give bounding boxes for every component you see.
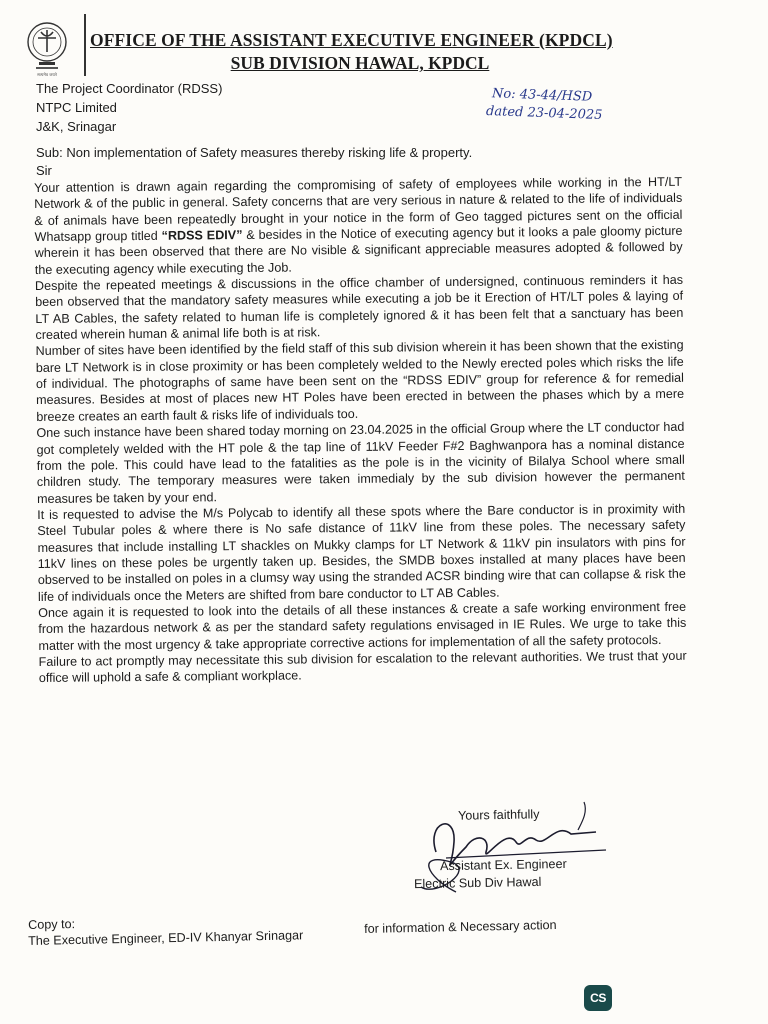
salutation: Sir — [36, 163, 52, 178]
copy-to-recipient: The Executive Engineer, ED-IV Khanyar Srinagar — [28, 928, 304, 948]
body-paragraph-1-part-a: Your attention is drawn again regarding the compromising of safety of employees while working in the HT/LT Network & of the public in general. Safety concerns that are very serious in nature & related to the life of individuals & of animals have been repeatedly brought in your notice in the form of Geo tagged pictures sent on the official Whatsapp group titled — [34, 174, 683, 245]
camscanner-badge-icon: CS — [584, 985, 612, 1011]
subject-line: Sub: Non implementation of Safety measures thereby risking life & property. — [36, 145, 473, 160]
letterhead-title: OFFICE OF THE ASSISTANT EXECUTIVE ENGINEER (KPDCL) — [90, 30, 613, 50]
body-paragraph-6: Once again it is requested to look into the details of all these instances & create a safe working environment free from the hazardous network & as per the standard safety regulations envisaged in IE Rules. We urge to take this matter with the most urgency & take appropriate corrective actions for implementation of all the safety protocols. — [38, 599, 687, 653]
body-paragraph-2: Despite the repeated meetings & discussions in the office chamber of undersigned, continuous reminders it has been observed that the mandatory safety measures while executing a job be it Erection of HT/LT poles & laying of LT AB Cables, the safety related to human life is completely ignored & it has been felt that a sanctuary has been created wherein human & animal life both is at risk. — [34, 272, 684, 343]
letterhead-rule — [84, 14, 86, 76]
signatory-designation: Assistant Ex. Engineer — [439, 856, 567, 874]
body-paragraph-7: Failure to act promptly may necessitate this sub division for escalation to the relevant authorities. We trust that your office will uphold a safe & compliant workplace. — [38, 648, 687, 686]
letter-body — [34, 174, 687, 687]
body-paragraph-3: Number of sites have been identified by the field staff of this sub division wherein it has been shown that the existing bare LT Network is in close proximity or has been completely welded to the Newly erected poles which risks the life of individual. The photographs of same have been sent on the “RDSS EDIV” group for reference & for remedial measures. Besides at most of places new HT Poles have been erected in between the phases which by a mere breeze creates an earth fault & risks life of individuals too. — [35, 338, 685, 424]
addressee-line-1: The Project Coordinator (RDSS) — [36, 81, 223, 96]
emblem-logo-icon — [20, 16, 74, 78]
body-paragraph-4: One such instance have been shared today morning on 23.04.2025 in the official Group where the LT conductor had got completely welded with the HT pole & the tap line of 11kV Feeder F#2 Baghwanpora has a nominal distance from the pole. This could have lead to the fatalities as the pole is in the vicinity of Bilalya School where small children study. The temporary measures were taken immedialy by the sub division however the permanent measures be taken by your end. — [36, 419, 685, 506]
whatsapp-group-name: “RDSS EDIV” — [161, 228, 243, 243]
letterhead-subtitle: SUB DIVISION HAWAL, KPDCL — [230, 53, 490, 73]
signatory-office: Electric Sub Div Hawal — [413, 874, 542, 892]
copy-to-label: Copy to: — [28, 917, 76, 932]
reference-number: No: 43-44/HSD — [491, 86, 593, 105]
emblem-motto: सत्यमेव जयते — [37, 72, 57, 77]
body-paragraph-1 — [34, 174, 683, 278]
addressee-line-3: J&K, Srinagar — [36, 119, 117, 134]
reference-date: dated 23-04-2025 — [485, 103, 603, 124]
body-paragraph-1-part-b: & besides in the Notice of executing agency but it looks a pale gloomy picture wherein it has been observed that there are No visible & significant appreciable measures adopted & followed by the executing agency while executing the Job. — [34, 223, 683, 277]
addressee-line-2: NTPC Limited — [36, 100, 117, 115]
body-paragraph-5: It is requested to advise the M/s Polycab to identify all these spots where the Bare conductor is in proximity with Steel Tubular poles & where there is No safe distance of 11kV line from these poles. The necessary safety measures that include installing LT shackles on Mukky clamps for LT Network & 11kV pin insulators with pins for 11kV lines on these poles be urgently taken up. Besides, the SMDB boxes installed at many places have been observed to be installed on poles in a clumsy way using the stranded ACSR binding wire that can collapse & risk the life of individuals once the Meters are shifted from bare conductor to LT AB Cables. — [37, 501, 686, 604]
valediction: Yours faithfully — [457, 807, 540, 823]
copy-to-purpose: for information & Necessary action — [364, 917, 557, 936]
